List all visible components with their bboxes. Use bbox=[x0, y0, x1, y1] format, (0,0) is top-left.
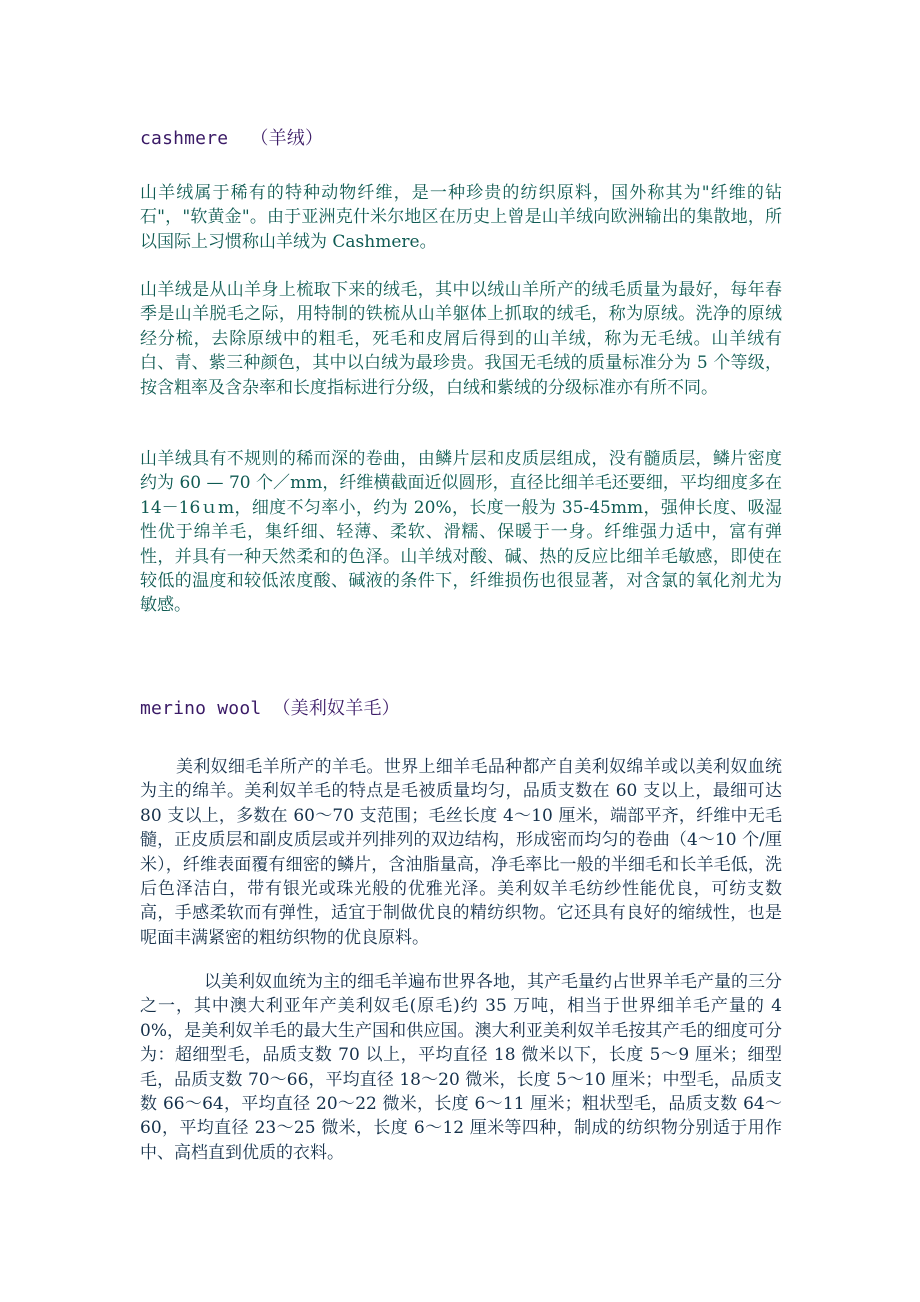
cashmere-paragraph-2: 山羊绒是从山羊身上梳取下来的绒毛，其中以绒山羊所产的绒毛质量为最好，每年春季是山羊脱毛之际，用特制的铁梳从山羊躯体上抓取的绒毛，称为原绒。洗净的原绒经分梳，去除原绒中的粗毛，死毛和皮屑后得到的山羊绒，称为无毛绒。山羊绒有白、青、紫三种颜色，其中以白绒为最珍贵。我国无毛绒的质量标准分为 5 个等级，按含粗率及含杂率和长度指标进行分级，白绒和紫绒的分级标准亦有所不同。 bbox=[140, 280, 782, 398]
cashmere-paragraph-1: 山羊绒属于稀有的特种动物纤维，是一种珍贵的纺织原料，国外称其为"纤维的钻石"，"软黄金"。由于亚洲克什米尔地区在历史上曾是山羊绒向欧洲输出的集散地，所以国际上习惯称山羊绒为 Cashmere。 bbox=[140, 183, 782, 252]
merino-paragraph-1: 美利奴细毛羊所产的羊毛。世界上细羊毛品种都产自美利奴绵羊或以美利奴血统为主的绵羊。美利奴羊毛的特点是毛被质量均匀，品质支数在 60 支以上，最细可达 80 支以上，多数在 60～70 支范围；毛丝长度 4～10 厘米，端部平齐，纤维中无毛髓，正皮质层和副皮质层或并列排列的双边结构，形成密而均匀的卷曲（4～10 个/厘米），纤维表面覆有细密的鳞片，含油脂量高，净毛率比一般的半细毛和长羊毛低，洗后色泽洁白，带有银光或珠光般的优雅光泽。美利奴羊毛纺纱性能优良，可纺支数高，手感柔软而有弹性，适宜于制做优良的精纺织物。它还具有良好的缩绒性，也是呢面丰满紧密的粗纺织物的优良原料。 bbox=[140, 757, 782, 948]
merino-paragraph-2: 以美利奴血统为主的细毛羊遍布世界各地，其产毛量约占世界羊毛产量的三分之一，其中澳大利亚年产美利奴毛(原毛)约 35 万吨，相当于世界细羊毛产量的 40%，是美利奴羊毛的最大生产国和供应国。澳大利亚美利奴羊毛按其产毛的细度可分为：超细型毛，品质支数 70 以上，平均直径 18 微米以下，长度 5～9 厘米；细型毛，品质支数 70～66，平均直径 18～20 微米，长度 5～10 厘米；中型毛，品质支数 66～64，平均直径 20～22 微米，长度 6～11 厘米；粗状型毛，品质支数 64～60，平均直径 23～25 微米，长度 6～12 厘米等四种，制成的纺织物分别适于用作中、高档直到优质的衣料。 bbox=[140, 972, 782, 1163]
section-title-merino-wool: merino wool （美利奴羊毛） bbox=[140, 698, 400, 719]
cashmere-paragraph-3: 山羊绒具有不规则的稀而深的卷曲，由鳞片层和皮质层组成，没有髓质层，鳞片密度约为 60 — 70 个／mm，纤维横截面近似圆形，直径比细羊毛还要细，平均细度多在 14－16ｕm，细度不匀率小，约为 20%，长度一般为 35-45mm，强伸长度、吸湿性优于绵羊毛，集纤细、轻薄、柔软、滑糯、保暖于一身。纤维强力适中，富有弹性，并具有一种天然柔和的色泽。山羊绒对酸、碱、热的反应比细羊毛敏感，即使在较低的温度和较低浓度酸、碱液的条件下，纤维损伤也很显著，对含氯的氧化剂尤为敏感。 bbox=[140, 449, 782, 616]
section-title-cashmere: cashmere （羊绒） bbox=[140, 128, 324, 149]
